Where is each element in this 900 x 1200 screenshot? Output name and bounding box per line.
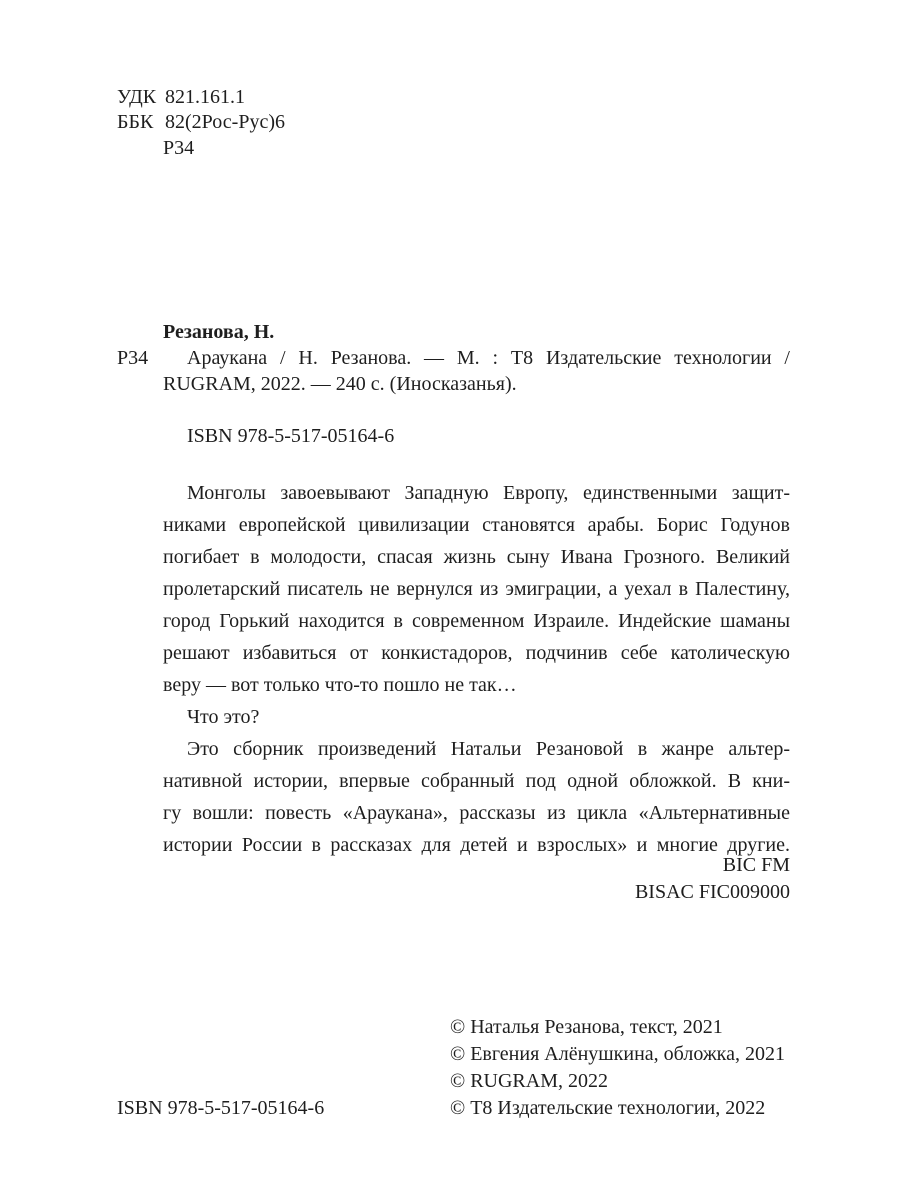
- copyright-line: © Наталья Резанова, текст, 2021: [450, 1016, 723, 1038]
- udk-code: 821.161.1: [165, 86, 245, 108]
- annotation-line: Что это?: [187, 706, 260, 728]
- udk-label: УДК: [117, 86, 157, 108]
- copyright-line: © Евгения Алёнушкина, обложка, 2021: [450, 1043, 785, 1065]
- author-mark: Р34: [163, 137, 195, 159]
- annotation-line: истории России в рассказах для детей и взрослых» и многие другие.: [163, 834, 790, 856]
- annotation-line: никами европейской цивилизации становятся арабы. Борис Годунов: [163, 514, 790, 536]
- annotation-line: гу вошли: повесть «Араукана», рассказы из цикла «Альтернативные: [163, 802, 790, 824]
- footer-isbn: ISBN 978-5-517-05164-6: [117, 1097, 325, 1119]
- annotation-line: Монголы завоевывают Западную Европу, единственными защит-: [187, 482, 790, 504]
- record-isbn: ISBN 978-5-517-05164-6: [187, 425, 395, 447]
- record-line: RUGRAM, 2022. — 240 с. (Иносказанья).: [163, 373, 517, 395]
- record-line: Араукана / Н. Резанова. — М. : Т8 Издательские технологии /: [187, 347, 790, 369]
- record-author: Резанова, Н.: [163, 321, 275, 343]
- bisac-code: BISAC FIC009000: [634, 881, 790, 903]
- annotation-line: погибает в молодости, спасая жизнь сыну Ивана Грозного. Великий: [163, 546, 790, 568]
- bbk-code: 82(2Рос-Рус)6: [165, 111, 285, 133]
- annotation-line: город Горький находится в современном Израиле. Индейские шаманы: [163, 610, 790, 632]
- copyright-line: © RUGRAM, 2022: [450, 1070, 608, 1092]
- copyright-line: © Т8 Издательские технологии, 2022: [450, 1097, 766, 1119]
- annotation-line: нативной истории, впервые собранный под одной обложкой. В кни-: [163, 770, 790, 792]
- record-author-mark: Р34: [117, 347, 149, 369]
- bbk-label: ББК: [117, 111, 154, 133]
- annotation-line: Это сборник произведений Натальи Резановой в жанре альтер-: [187, 738, 790, 760]
- annotation-line: веру — вот только что-то пошло не так…: [163, 674, 517, 696]
- annotation-line: пролетарский писатель не вернулся из эмиграции, а уехал в Палестину,: [163, 578, 790, 600]
- bic-code: BIC FM: [722, 854, 790, 876]
- annotation-line: решают избавиться от конкистадоров, подчинив себе католическую: [163, 642, 790, 664]
